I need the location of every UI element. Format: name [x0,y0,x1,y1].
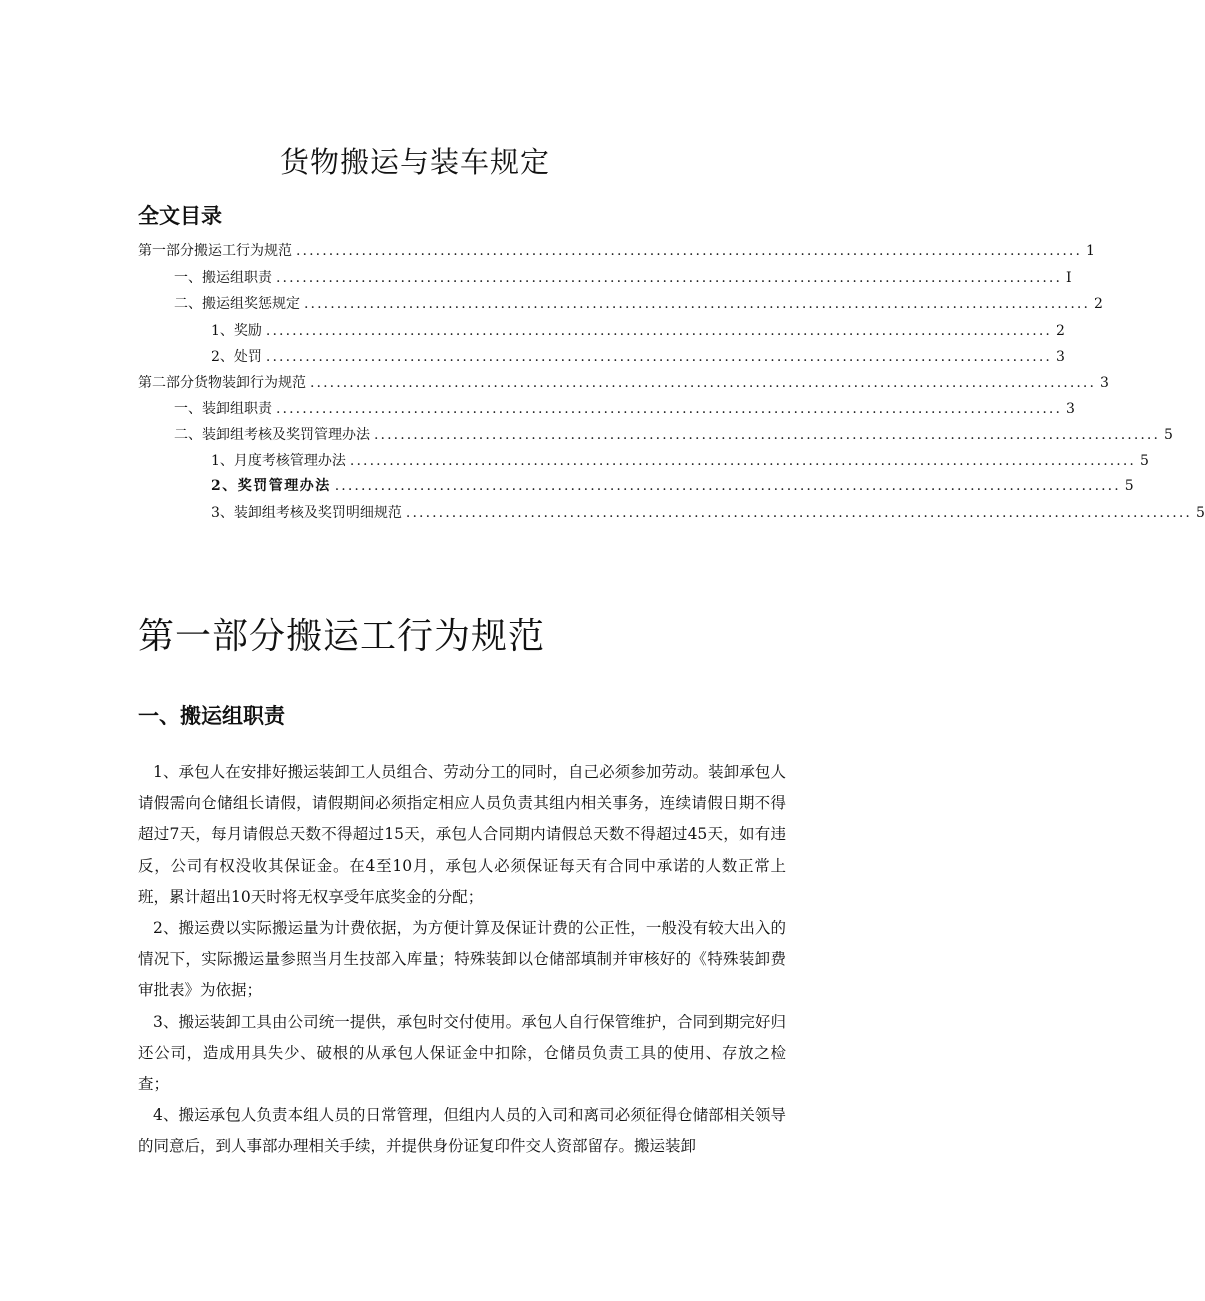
toc-entry[interactable] [211,450,1149,472]
toc-entry-label: 1、奖励 [211,323,262,339]
toc-entry[interactable] [174,424,1173,446]
toc-leader-dots: ........................................................................................................................ [304,296,1091,312]
toc-entry[interactable] [174,293,1103,315]
toc-entry[interactable] [138,240,1095,262]
toc-entry-label: 一、搬运组职责 [174,270,272,286]
toc-leader-dots: ........................................................................................................................ [349,453,1136,469]
section-title: 一、搬运组职责 [138,704,285,728]
toc-leader-dots: ........................................................................................................................ [276,401,1063,417]
toc-entry-label: 1、月度考核管理办法 [211,453,346,469]
toc-entry-label: 第一部分搬运工行为规范 [138,243,292,259]
toc-entry-label: 二、搬运组奖惩规定 [174,296,300,312]
toc-entry-label: 2、奖罚管理办法 [211,478,331,494]
toc-heading: 全文目录 [138,204,222,228]
toc-leader-dots: ........................................................................................................................ [374,427,1161,443]
toc-leader-dots: ........................................................................................................................ [334,478,1121,494]
toc-entry-page: 1 [1086,243,1095,259]
toc-entry-label: 第二部分货物装卸行为规范 [138,375,306,391]
toc-leader-dots: ........................................................................................................................ [265,323,1052,339]
toc-entry[interactable] [138,372,1109,394]
toc-entry[interactable] [211,475,1134,497]
toc-leader-dots: ........................................................................................................................ [296,243,1083,259]
toc-entry[interactable] [211,502,1205,524]
toc-entry-page: 2 [1055,323,1065,339]
toc-entry-page: 3 [1100,375,1109,391]
toc-entry-label: 二、装卸组考核及奖罚管理办法 [174,427,370,443]
paragraph: 2、搬运费以实际搬运量为计费依据，为方便计算及保证计费的公正性，一般没有较大出入的情况下，实际搬运量参照当月生技部入库量；特殊装卸以仓储部填制并审核好的《特殊装卸费审批表》为依据； [138,919,786,1000]
toc-entry[interactable] [174,398,1075,420]
toc-entry-label: 2、处罚 [211,349,262,365]
paragraph: 1、承包人在安排好搬运装卸工人员组合、劳动分工的同时，自己必须参加劳动。装卸承包人请假需向仓储组长请假，请假期间必须指定相应人员负责其组内相关事务，连续请假日期不得超过7天，每月请假总天数不得超过15天，承包人合同期内请假总天数不得超过45天，如有违反，公司有权没收其保证金。在4至10月，承包人必须保证每天有合同中承诺的人数正常上班，累计超出10天时将无权享受年底奖金的分配； [138,763,786,906]
document-title: 货物搬运与装车规定 [279,145,550,179]
toc-entry-page: 5 [1164,427,1173,443]
toc-leader-dots: ........................................................................................................................ [310,375,1097,391]
toc-entry-page: 3 [1066,401,1075,417]
body-text [138,757,786,1163]
toc-entry-page: I [1066,270,1072,286]
toc-leader-dots: ........................................................................................................................ [265,349,1052,365]
toc-leader-dots: ........................................................................................................................ [276,270,1063,286]
toc-entry[interactable] [174,267,1072,289]
part-title: 第一部分搬运工行为规范 [138,616,546,657]
toc-entry-label: 一、装卸组职责 [174,401,272,417]
toc-entry-page: 5 [1139,453,1149,469]
toc-entry-page: 5 [1124,478,1134,494]
toc-entry[interactable] [211,346,1065,368]
toc-entry-page: 2 [1094,296,1103,312]
paragraph: 4、搬运承包人负责本组人员的日常管理，但组内人员的入司和离司必须征得仓储部相关领导的同意后，到人事部办理相关手续，并提供身份证复印件交人资部留存。搬运装卸 [138,1106,786,1156]
toc-leader-dots: ........................................................................................................................ [405,505,1192,521]
toc-entry[interactable] [211,320,1065,342]
toc-entry-page: 3 [1055,349,1065,365]
toc-entry-label: 3、装卸组考核及奖罚明细规范 [211,505,402,521]
toc-entry-page: 5 [1195,505,1205,521]
paragraph: 3、搬运装卸工具由公司统一提供，承包时交付使用。承包人自行保管维护，合同到期完好归还公司，造成用具失少、破根的从承包人保证金中扣除，仓储员负责工具的使用、存放之检查； [138,1012,786,1094]
